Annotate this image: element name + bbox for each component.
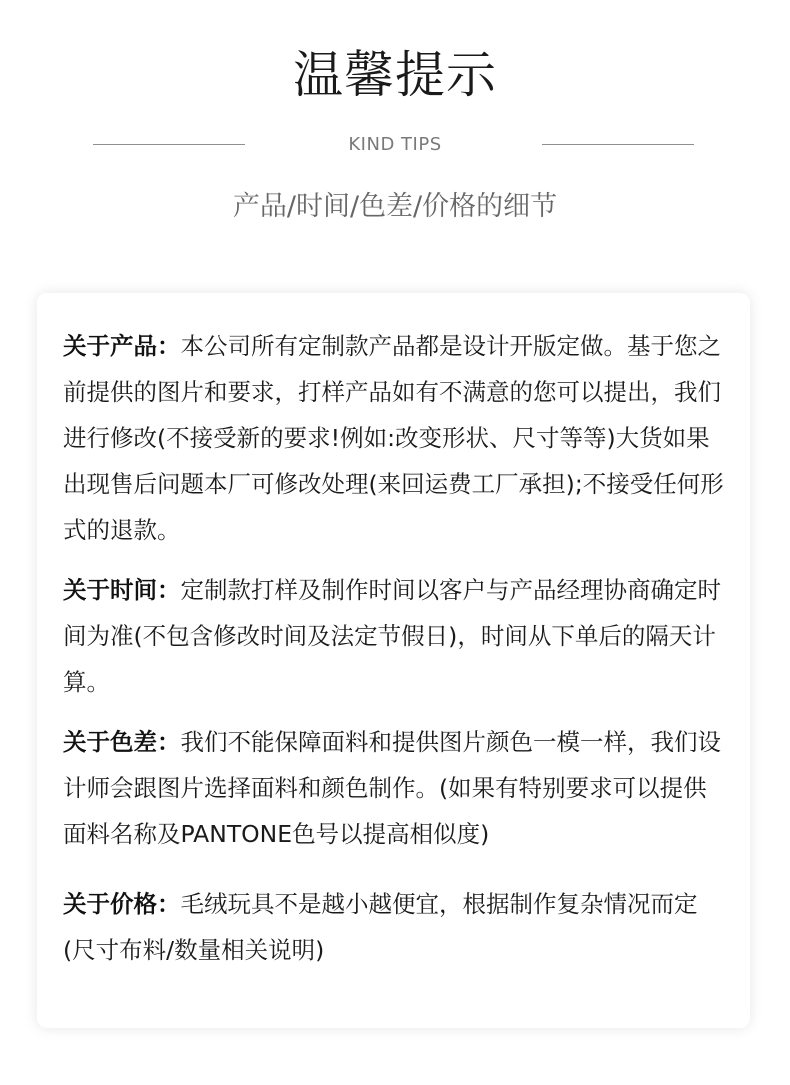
section-color: [63, 719, 724, 857]
divider-right: [542, 144, 694, 145]
section-text: 本公司所有定制款产品都是设计开版定做。基于您之前提供的图片和要求，打样产品如有不满意的您可以提出，我们进行修改(不接受新的要求!例如:改变形状、尺寸等等)大货如果出现售后问题本厂可修改处理(来回运费工厂承担);不接受任何形式的退款。: [63, 332, 724, 544]
header: [0, 0, 790, 280]
section-time: [63, 567, 724, 705]
section-text: 毛绒玩具不是越小越便宜，根据制作复杂情况而定(尺寸布料/数量相关说明): [63, 890, 698, 964]
section-label: 关于价格：: [63, 890, 181, 918]
section-price: [63, 881, 724, 973]
section-label: 关于产品：: [63, 332, 181, 360]
section-label: 关于时间：: [63, 576, 181, 604]
subtitle-english: KIND TIPS: [348, 134, 442, 155]
tagline: 产品/时间/色差/价格的细节: [232, 191, 558, 222]
section-label: 关于色差：: [63, 728, 181, 756]
section-product: [63, 323, 724, 553]
section-text: 定制款打样及制作时间以客户与产品经理协商确定时间为准(不包含修改时间及法定节假日)，时间从下单后的隔天计算。: [63, 576, 721, 696]
divider-left: [93, 144, 245, 145]
section-text: 我们不能保障面料和提供图片颜色一模一样，我们设计师会跟图片选择面料和颜色制作。(如果有特别要求可以提供面料名称及PANTONE色号以提高相似度): [63, 728, 721, 848]
page-title: 温馨提示: [293, 46, 497, 104]
tips-card: [37, 293, 750, 1028]
